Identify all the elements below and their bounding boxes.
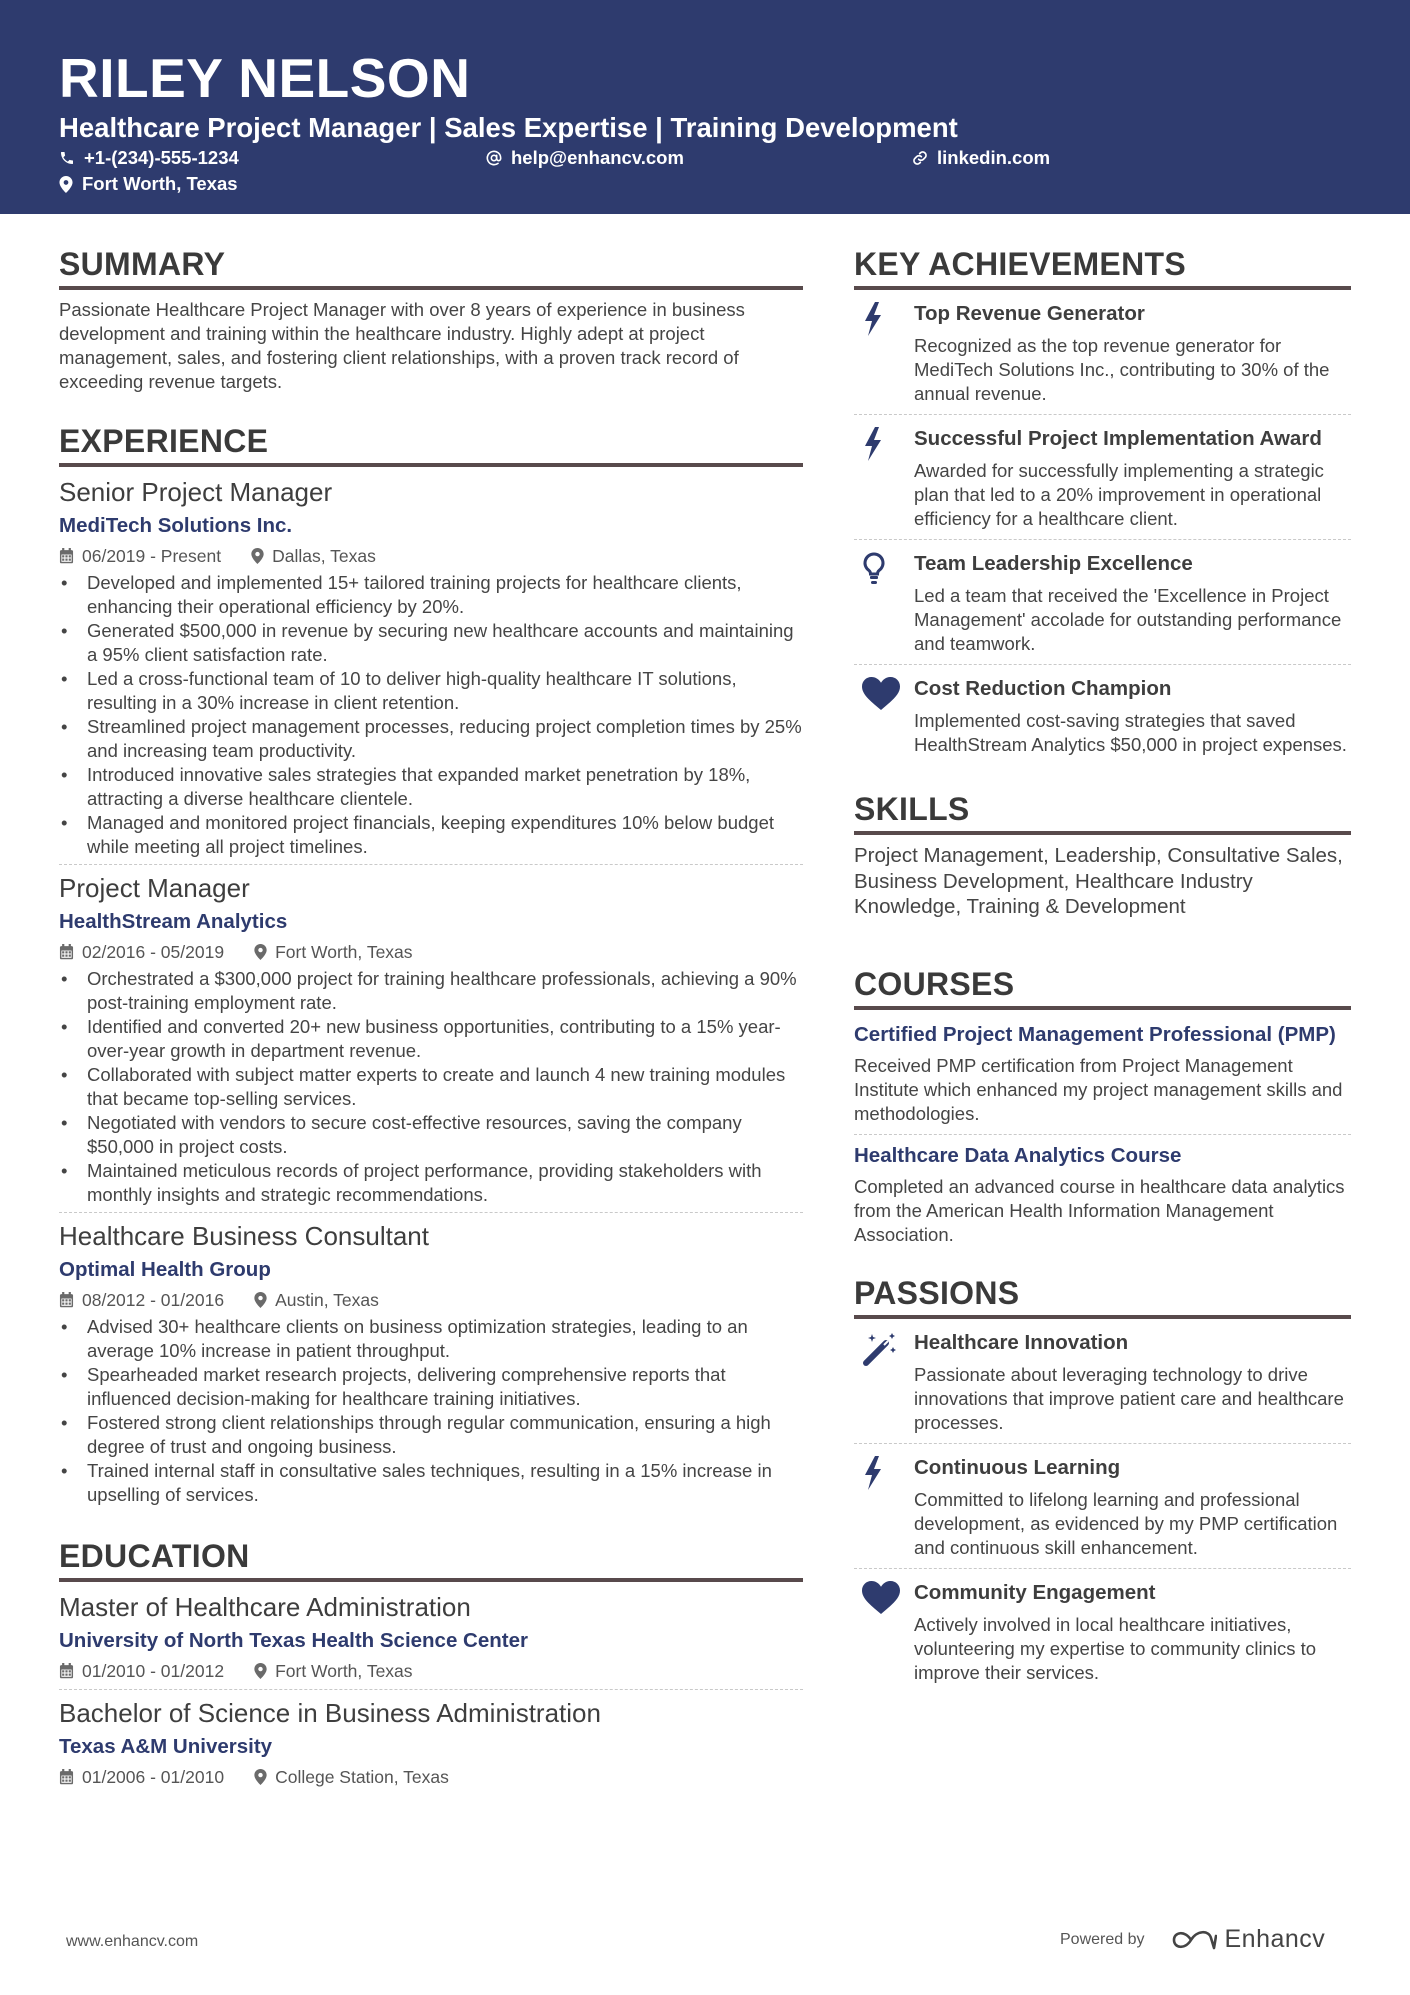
bullet-item: • Fostered strong client relationships through regular communication, ensuring a high degree of trust and ongoing business.: [59, 1411, 803, 1459]
summary-heading: SUMMARY: [59, 244, 803, 290]
bullet-item: • Advised 30+ healthcare clients on business optimization strategies, leading to an average 10% increase in patient throughput.: [59, 1315, 803, 1363]
summary-section: [59, 244, 803, 394]
magic-wand-icon: [862, 1331, 898, 1367]
location-text: Fort Worth, Texas: [82, 173, 238, 194]
email-text: help@enhancv.com: [511, 147, 684, 168]
passion-title: Continuous Learning: [914, 1455, 1121, 1479]
passions-section: [854, 1273, 1351, 1693]
job-title: Healthcare Business Consultant: [59, 1221, 429, 1251]
skills-heading: SKILLS: [854, 789, 1351, 835]
contact-location: [59, 172, 238, 196]
map-pin-icon: [254, 1663, 267, 1679]
achievement-item: [854, 414, 1351, 539]
lightning-bolt-icon: [862, 302, 884, 336]
map-pin-icon: [254, 1292, 267, 1308]
job-dates: [59, 939, 224, 965]
achievement-title: Cost Reduction Champion: [914, 677, 1172, 700]
passion-item: [854, 1443, 1351, 1568]
skills-section: [854, 789, 1351, 920]
bullet-item: • Collaborated with subject matter experts to create and launch 4 new training modules that became top-selling services.: [59, 1063, 803, 1111]
job-title: Project Manager: [59, 873, 250, 903]
experience-entry: [59, 1212, 803, 1512]
footer-branding[interactable]: [1060, 1925, 1325, 1954]
passion-item: [854, 1319, 1351, 1443]
course-item: [854, 1018, 1351, 1134]
phone-icon: [59, 150, 75, 166]
enhancv-logo-icon: [1171, 1928, 1217, 1952]
education-entry: [59, 1689, 803, 1795]
dates-text: 01/2010 - 01/2012: [82, 1661, 225, 1681]
course-desc: Received PMP certification from Project Management Institute which enhanced my project management skills and methodologies.: [854, 1054, 1343, 1124]
education-section: [59, 1536, 803, 1795]
right-column: [854, 244, 1351, 1693]
contact-linkedin[interactable]: [912, 146, 1050, 170]
footer-website[interactable]: www.enhancv.com: [66, 1933, 199, 1950]
calendar-icon: [59, 1292, 74, 1308]
education-location: [254, 1658, 412, 1684]
bullet-item: • Identified and converted 20+ new business opportunities, contributing to a 15% year-over-year growth in department revenue.: [59, 1015, 803, 1063]
job-bullets: [59, 571, 803, 859]
job-location: [254, 939, 412, 965]
experience-section: [59, 421, 803, 1512]
skills-text: Project Management, Leadership, Consultative Sales, Business Development, Healthcare Industry Knowledge, Training & Development: [854, 844, 1343, 918]
bullet-item: • Managed and monitored project financials, keeping expenditures 10% below budget while meeting all project timelines.: [59, 811, 803, 859]
degree-title: Master of Healthcare Administration: [59, 1592, 471, 1622]
location-text: Fort Worth, Texas: [275, 1661, 413, 1681]
bullet-item: • Orchestrated a $300,000 project for training healthcare professionals, achieving a 90% post-training employment rate.: [59, 967, 803, 1015]
job-meta: [59, 1287, 803, 1313]
at-sign-icon: [486, 150, 502, 166]
achievement-title: Successful Project Implementation Award: [914, 427, 1322, 450]
achievements-heading: KEY ACHIEVEMENTS: [854, 244, 1351, 290]
calendar-icon: [59, 548, 74, 564]
courses-heading: COURSES: [854, 964, 1351, 1010]
calendar-icon: [59, 1769, 74, 1785]
achievement-desc: Implemented cost-saving strategies that saved HealthStream Analytics $50,000 in project expenses.: [914, 710, 1347, 755]
candidate-name: RILEY NELSON: [59, 47, 471, 109]
job-dates: [59, 1287, 224, 1313]
map-pin-icon: [254, 944, 267, 960]
dates-text: 01/2006 - 01/2010: [82, 1767, 225, 1787]
passion-item: [854, 1568, 1351, 1693]
calendar-icon: [59, 1663, 74, 1679]
experience-entry: [59, 475, 803, 864]
job-title: Senior Project Manager: [59, 477, 333, 507]
education-entry: [59, 1590, 803, 1689]
achievement-title: Team Leadership Excellence: [914, 552, 1193, 575]
course-item: [854, 1134, 1351, 1255]
bullet-item: • Generated $500,000 in revenue by securing new healthcare accounts and maintaining a 95% client satisfaction rate.: [59, 619, 803, 667]
contact-email[interactable]: [486, 146, 684, 170]
bullet-item: • Trained internal staff in consultative sales techniques, resulting in a 15% increase in upselling of services.: [59, 1459, 803, 1507]
passion-desc: Committed to lifelong learning and professional development, as evidenced by my PMP certification and continuous skill enhancement.: [914, 1488, 1338, 1558]
education-dates: [59, 1764, 224, 1790]
achievement-title: Top Revenue Generator: [914, 302, 1145, 325]
job-location: [254, 1287, 379, 1313]
achievement-item: [854, 539, 1351, 664]
location-text: Austin, Texas: [275, 1290, 379, 1310]
dates-text: 08/2012 - 01/2016: [82, 1290, 225, 1310]
candidate-headline: Healthcare Project Manager | Sales Expertise | Training Development: [59, 112, 958, 143]
course-title: Healthcare Data Analytics Course: [854, 1143, 1182, 1167]
map-pin-icon: [59, 176, 73, 193]
location-text: College Station, Texas: [275, 1767, 449, 1787]
school-name: Texas A&M University: [59, 1735, 273, 1758]
course-desc: Completed an advanced course in healthcare data analytics from the American Health Information Management Association.: [854, 1175, 1345, 1245]
passion-desc: Passionate about leveraging technology to drive innovations that improve patient care and healthcare processes.: [914, 1363, 1344, 1433]
passion-desc: Actively involved in local healthcare initiatives, volunteering my expertise to community clinics to improve their services.: [914, 1613, 1317, 1683]
job-location: [251, 543, 376, 569]
achievement-desc: Awarded for successfully implementing a strategic plan that led to a 20% improvement in operational efficiency for a healthcare client.: [914, 460, 1324, 529]
powered-by-text: Powered by: [1060, 1930, 1145, 1948]
map-pin-icon: [254, 1769, 267, 1785]
calendar-icon: [59, 944, 74, 960]
link-icon: [912, 150, 928, 166]
heart-icon: [862, 677, 900, 711]
dates-text: 06/2019 - Present: [82, 546, 222, 566]
passion-title: Community Engagement: [914, 1580, 1156, 1604]
degree-title: Bachelor of Science in Business Administration: [59, 1698, 601, 1728]
left-column: [59, 244, 803, 1795]
dates-text: 02/2016 - 05/2019: [82, 942, 225, 962]
job-dates: [59, 543, 221, 569]
education-meta: [59, 1764, 803, 1790]
bullet-item: • Spearheaded market research projects, delivering comprehensive reports that influenced decision-making for healthcare training initiatives.: [59, 1363, 803, 1411]
passions-heading: PASSIONS: [854, 1273, 1351, 1319]
job-meta: [59, 939, 803, 965]
education-heading: EDUCATION: [59, 1536, 803, 1582]
job-bullets: [59, 1315, 803, 1507]
course-title: Certified Project Management Professional (PMP): [854, 1022, 1336, 1046]
achievement-desc: Recognized as the top revenue generator for MediTech Solutions Inc., contributing to 30% of the annual revenue.: [914, 335, 1330, 404]
school-name: University of North Texas Health Science Center: [59, 1629, 528, 1652]
phone-text: +1-(234)-555-1234: [84, 147, 239, 168]
bullet-item: • Led a cross-functional team of 10 to deliver high-quality healthcare IT solutions, resulting in a 30% increase in client retention.: [59, 667, 803, 715]
resume-header: [0, 0, 1410, 214]
achievement-item: [854, 290, 1351, 414]
brand-name: Enhancv: [1224, 1925, 1326, 1953]
linkedin-text: linkedin.com: [937, 147, 1051, 168]
bullet-item: • Streamlined project management processes, reducing project completion times by 25% and increasing team productivity.: [59, 715, 803, 763]
company-name: HealthStream Analytics: [59, 910, 288, 933]
achievement-desc: Led a team that received the 'Excellence in Project Management' accolade for outstanding performance and teamwork.: [914, 585, 1342, 654]
bullet-item: • Developed and implemented 15+ tailored training projects for healthcare clients, enhancing their operational efficiency by 20%.: [59, 571, 803, 619]
achievements-section: [854, 244, 1351, 765]
job-meta: [59, 543, 803, 569]
courses-section: [854, 964, 1351, 1255]
bullet-item: • Introduced innovative sales strategies that expanded market penetration by 18%, attracting a diverse healthcare clientele.: [59, 763, 803, 811]
location-text: Dallas, Texas: [272, 546, 376, 566]
company-name: MediTech Solutions Inc.: [59, 514, 293, 537]
map-pin-icon: [251, 548, 264, 564]
lightbulb-icon: [862, 552, 886, 586]
experience-entry: [59, 864, 803, 1212]
heart-icon: [862, 1581, 900, 1615]
job-bullets: [59, 967, 803, 1207]
achievement-item: [854, 664, 1351, 765]
lightning-bolt-icon: [862, 427, 884, 461]
education-meta: [59, 1658, 803, 1684]
contact-phone[interactable]: [59, 146, 239, 170]
passion-title: Healthcare Innovation: [914, 1330, 1129, 1354]
education-location: [254, 1764, 449, 1790]
summary-text: Passionate Healthcare Project Manager with over 8 years of experience in business development and training within the healthcare industry. Highly adept at project management, sales, and fostering client relationships, with a proven track record of exceeding revenue targets.: [59, 299, 745, 392]
location-text: Fort Worth, Texas: [275, 942, 413, 962]
bullet-item: • Maintained meticulous records of project performance, providing stakeholders with monthly insights and strategic recommendations.: [59, 1159, 803, 1207]
company-name: Optimal Health Group: [59, 1258, 271, 1281]
bullet-item: • Negotiated with vendors to secure cost-effective resources, saving the company $50,000 in project costs.: [59, 1111, 803, 1159]
experience-heading: EXPERIENCE: [59, 421, 803, 467]
lightning-bolt-icon: [862, 1456, 884, 1490]
education-dates: [59, 1658, 224, 1684]
